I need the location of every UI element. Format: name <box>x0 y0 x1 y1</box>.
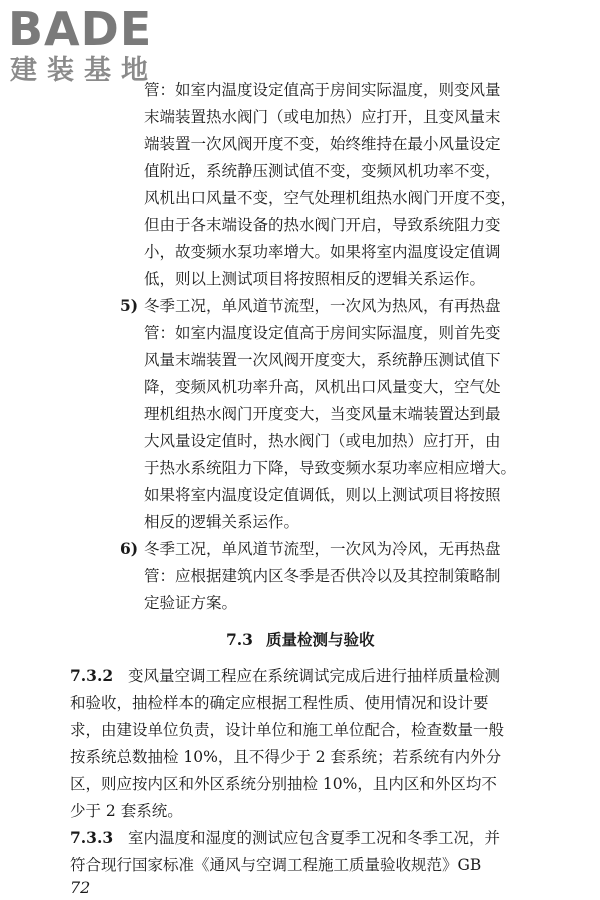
clause-732-line: 区，则应按内区和外区系统分别抽检 10%，且内区和外区均不 <box>70 775 497 793</box>
bade-logo <box>4 2 179 92</box>
item5-number: 5) <box>120 296 139 315</box>
section-number: 7.3 <box>226 630 253 649</box>
item4-line: 但由于各末端设备的热水阀门开启，导致系统阻力变 <box>144 216 501 234</box>
item4-line: 风机出口风量不变，空气处理机组热水阀门开度不变， <box>144 189 517 207</box>
item4-line: 值附近，系统静压测试值不变，变频风机功率不变， <box>144 162 501 180</box>
clause-732-line: 求，由建设单位负责，设计单位和施工单位配合，检查数量一般 <box>70 721 505 739</box>
clause-732-line: 少于 2 套系统。 <box>70 802 183 820</box>
item6-line: 管：应根据建筑内区冬季是否供冷以及其控制策略制 <box>144 567 501 585</box>
item5-line: 相反的逻辑关系运作。 <box>144 513 300 531</box>
clause-733-number: 7.3.3 <box>70 828 114 847</box>
clause-733-line: 符合现行国家标准《通风与空调工程施工质量验收规范》GB <box>70 856 482 874</box>
item5-line: 于热水系统阻力下降，导致变频水泵功率应相应增大。 <box>144 459 517 477</box>
item4-line: 管：如室内温度设定值高于房间实际温度，则变风量 <box>144 81 501 99</box>
clause-732-number: 7.3.2 <box>70 666 114 685</box>
clause-733-line: 室内温度和湿度的测试应包含夏季工况和冬季工况，并 <box>128 829 501 847</box>
item5-line: 如果将室内温度设定值调低，则以上测试项目将按照 <box>144 486 501 504</box>
item5-line: 风量末端装置一次风阀开度变大，系统静压测试值下 <box>144 351 501 369</box>
clause-732-line: 变风量空调工程应在系统调试完成后进行抽样质量检测 <box>128 667 501 685</box>
item6-line: 定验证方案。 <box>144 594 238 612</box>
clause-732-line: 按系统总数抽检 10%，且不得少于 2 套系统；若系统有内外分 <box>70 748 502 766</box>
item6-line: 冬季工况，单风道节流型，一次风为冷风，无再热盘 <box>144 540 501 558</box>
item5-line: 理机组热水阀门开度变大，当变风量末端装置达到最 <box>144 405 501 423</box>
item4-line: 小，故变频水泵功率增大。如果将室内温度设定值调 <box>144 243 501 261</box>
logo-brand: BADE <box>8 2 153 56</box>
item5-line: 降，变频风机功率升高，风机出口风量变大，空气处 <box>144 378 501 396</box>
item6-number: 6) <box>120 539 139 558</box>
section-title: 质量检测与验收 <box>266 630 375 649</box>
item5-line: 冬季工况，单风道节流型，一次风为热风，有再热盘 <box>144 297 501 315</box>
item4-line: 低，则以上测试项目将按照相反的逻辑关系运作。 <box>144 270 486 288</box>
item4-line: 端装置一次风阀开度不变，始终维持在最小风量设定 <box>144 135 501 153</box>
page-number: 72 <box>70 878 91 897</box>
item4-line: 末端装置热水阀门（或电加热）应打开，且变风量末 <box>144 108 501 126</box>
logo-subtitle: 建装基地 <box>10 55 158 86</box>
item5-line: 管：如室内温度设定值高于房间实际温度，则首先变 <box>144 324 501 342</box>
clause-732-line: 和验收，抽检样本的确定应根据工程性质、使用情况和设计要 <box>70 694 489 712</box>
item5-line: 大风量设定值时，热水阀门（或电加热）应打开，由 <box>144 432 501 450</box>
